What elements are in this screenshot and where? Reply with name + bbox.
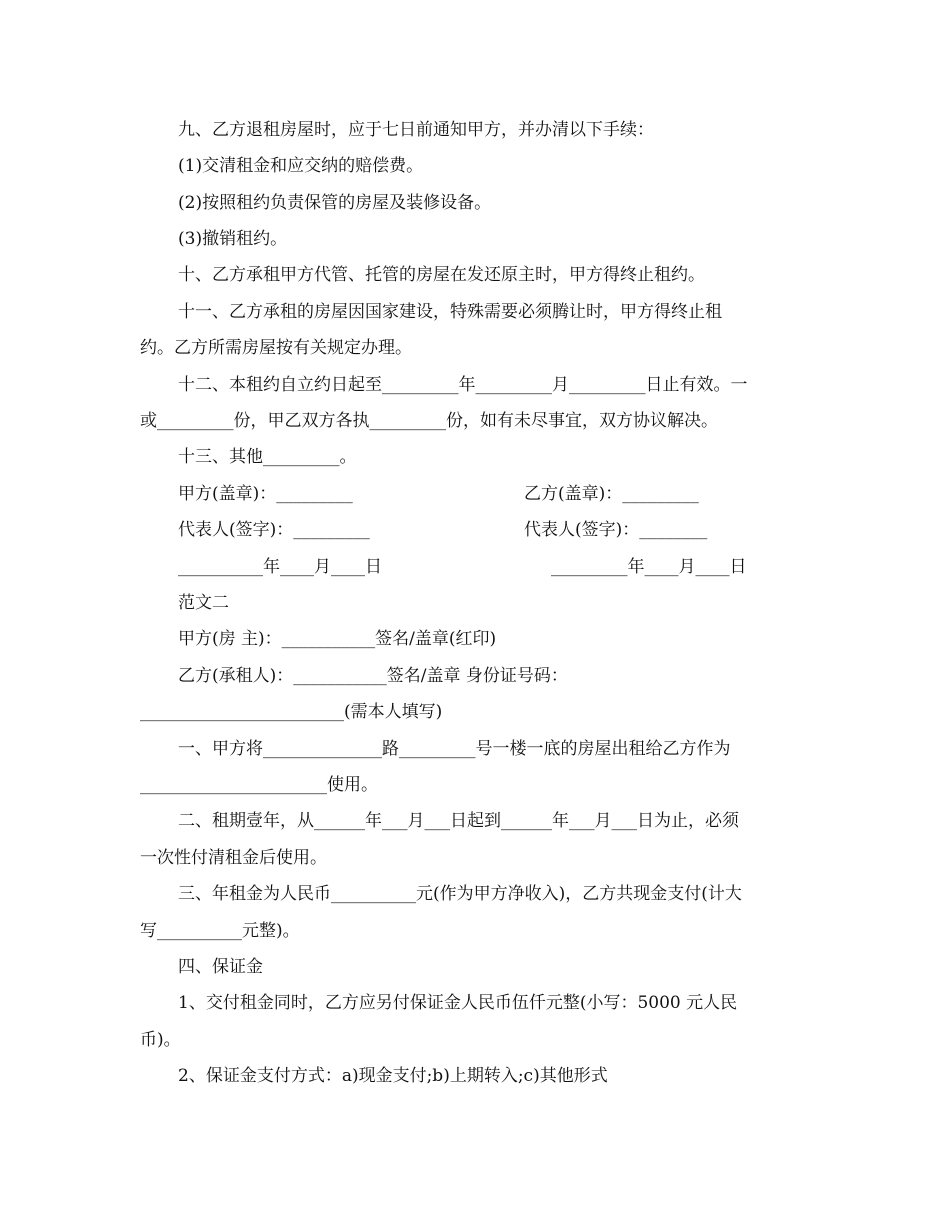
clause-9-item-2: (2)按照租约负责保管的房屋及装修设备。 — [178, 193, 492, 213]
date-b: _________年____月____日 — [551, 557, 747, 577]
representative-a: 代表人(签字)：_________ — [178, 520, 370, 540]
party-b-seal: 乙方(盖章)：_________ — [524, 484, 699, 504]
article-3-cont: 写__________元整)。 — [140, 921, 300, 941]
sample-two-heading: 范文二 — [178, 593, 229, 613]
tenant-id-line: ________________________(需本人填写) — [140, 702, 443, 722]
landlord-line: 甲方(房 主)：___________签名/盖章(红印) — [178, 629, 497, 649]
clause-13: 十三、其他_________。 — [178, 447, 357, 467]
clause-11-cont: 约。乙方所需房屋按有关规定办理。 — [140, 338, 412, 358]
article-4-heading: 四、保证金 — [178, 957, 263, 977]
article-1-cont: ______________________使用。 — [140, 775, 378, 795]
article-1: 一、甲方将______________路_________号一楼一底的房屋出租给乙方作为 — [178, 739, 731, 759]
deposit-item-1: 1、交付租金同时，乙方应另付保证金人民币伍仟元整(小写：5000 元人民 — [178, 993, 738, 1013]
clause-12: 十二、本租约自立约日起至_________年_________月_________日止有效。一 — [178, 375, 748, 395]
clause-12-cont: 或_________份，甲乙双方各执_________份，如有未尽事宜，双方协议解决。 — [140, 411, 718, 431]
article-2-cont: 一次性付清租金后使用。 — [140, 848, 327, 868]
clause-9: 九、乙方退租房屋时，应于七日前通知甲方，并办清以下手续： — [178, 120, 654, 140]
tenant-line: 乙方(承租人)：___________签名/盖章 身份证号码： — [178, 666, 568, 686]
deposit-item-1-cont: 币)。 — [140, 1030, 181, 1050]
clause-10: 十、乙方承租甲方代管、托管的房屋在发还原主时，甲方得终止租约。 — [178, 265, 705, 285]
date-a: __________年____月____日 — [178, 557, 382, 577]
clause-9-item-1: (1)交清租金和应交纳的赔偿费。 — [178, 156, 424, 176]
deposit-item-2: 2、保证金支付方式：a)现金支付;b)上期转入;c)其他形式 — [178, 1066, 608, 1086]
article-3: 三、年租金为人民币__________元(作为甲方净收入)，乙方共现金支付(计大 — [178, 884, 742, 904]
clause-9-item-3: (3)撤销租约。 — [178, 229, 288, 249]
party-a-seal: 甲方(盖章)：_________ — [178, 484, 353, 504]
clause-11: 十一、乙方承租的房屋因国家建设，特殊需要必须腾让时，甲方得终止租 — [178, 302, 722, 322]
article-2: 二、租期壹年，从______年___月___日起到______年___月___日为止，必须 — [178, 811, 739, 831]
representative-b: 代表人(签字)：________ — [524, 520, 708, 540]
